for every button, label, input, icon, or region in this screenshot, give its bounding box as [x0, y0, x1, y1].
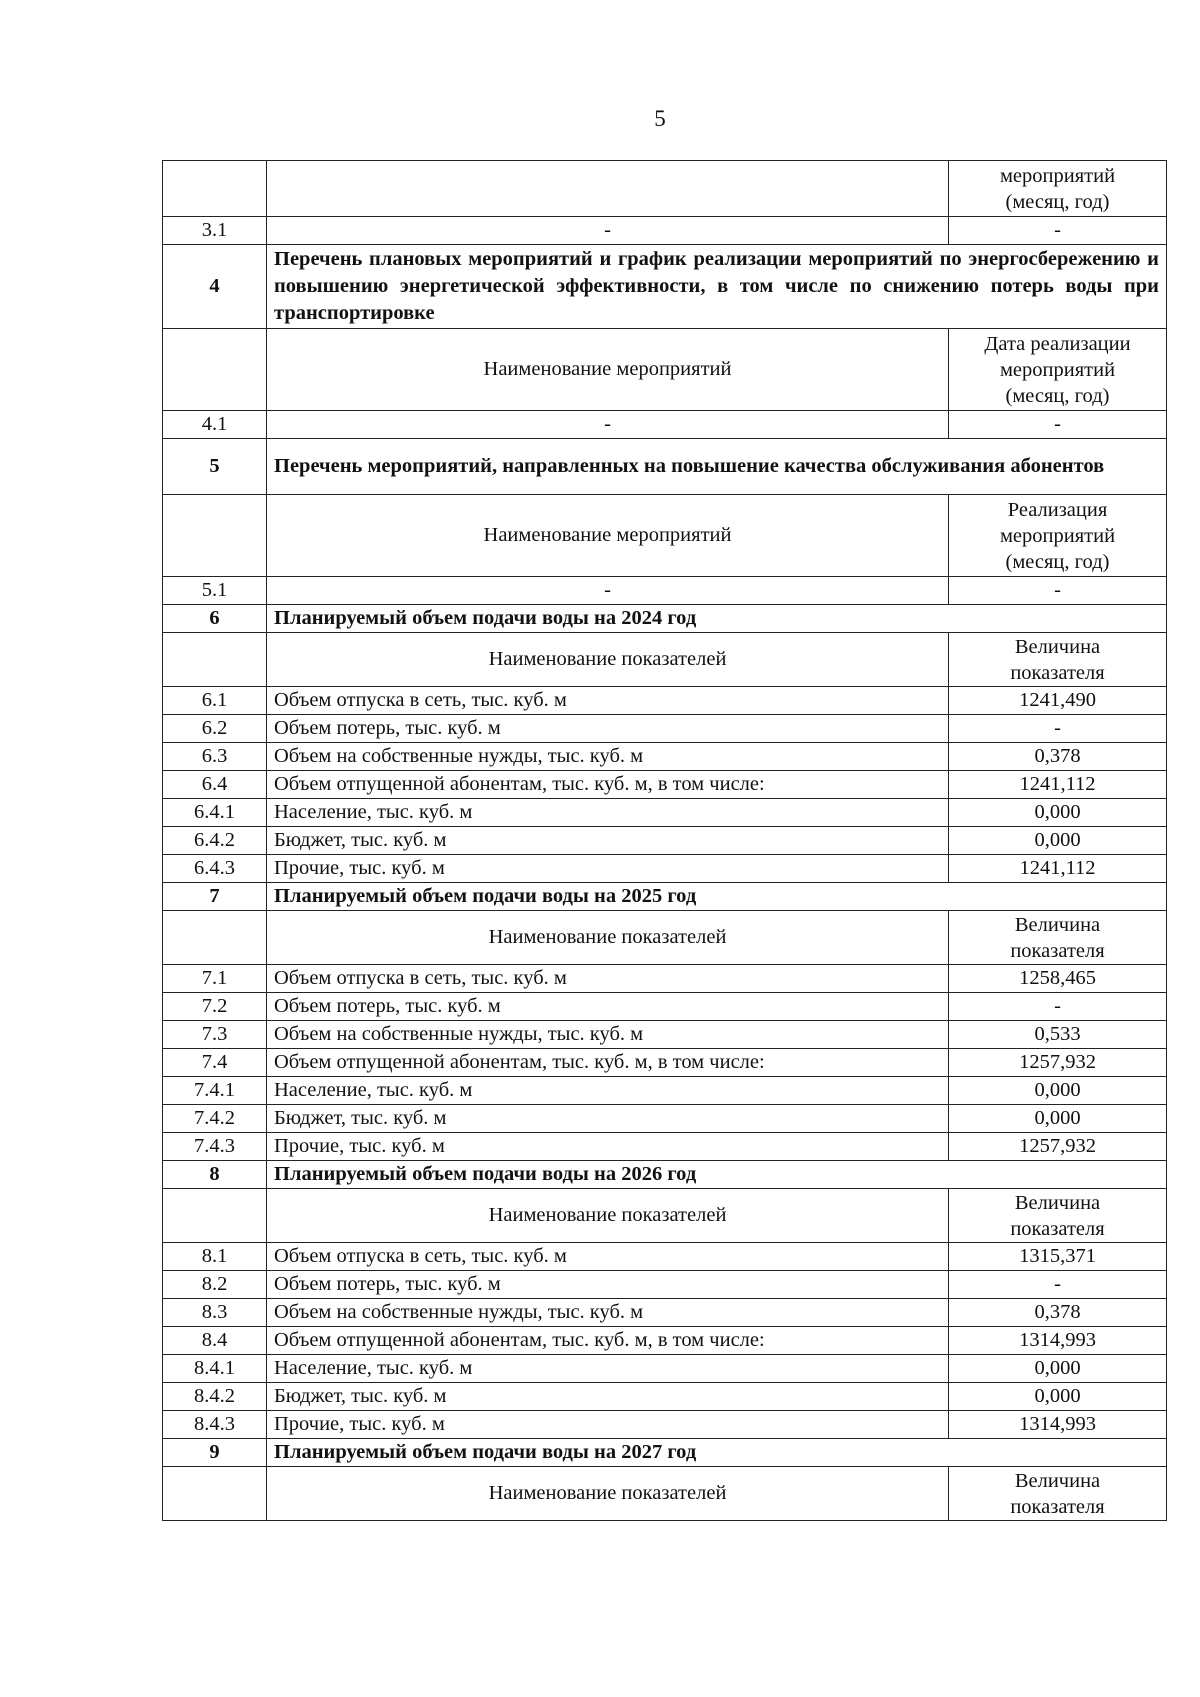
name-column-header: Наименование мероприятий: [267, 329, 949, 411]
row-number: 8.3: [163, 1299, 267, 1327]
indicator-name: Объем на собственные нужды, тыс. куб. м: [267, 743, 949, 771]
indicator-value: 1241,490: [949, 687, 1167, 715]
name-column-header: Наименование мероприятий: [267, 495, 949, 577]
section-title-row: [163, 605, 1167, 633]
indicator-name: Объем отпуска в сеть, тыс. куб. м: [267, 1243, 949, 1271]
table-row: [163, 827, 1167, 855]
table-row: [163, 687, 1167, 715]
empty-cell: [163, 1189, 267, 1243]
indicator-name: Население, тыс. куб. м: [267, 1077, 949, 1105]
row-number: 6.4.1: [163, 799, 267, 827]
indicator-name: Население, тыс. куб. м: [267, 1355, 949, 1383]
section-title-row: [163, 439, 1167, 495]
row-number: 7.2: [163, 993, 267, 1021]
row-number: 6.1: [163, 687, 267, 715]
table-row: [163, 1021, 1167, 1049]
table-row: [163, 1327, 1167, 1355]
table-row: [163, 715, 1167, 743]
event-name: -: [267, 577, 949, 605]
table-row: [163, 217, 1167, 245]
name-column-header: Наименование показателей: [267, 911, 949, 965]
section-title-row: [163, 1161, 1167, 1189]
table-row: [163, 411, 1167, 439]
empty-cell: [163, 633, 267, 687]
section-title: Планируемый объем подачи воды на 2025 год: [267, 883, 1167, 911]
row-number: 8.4.1: [163, 1355, 267, 1383]
column-header-row: [163, 1189, 1167, 1243]
indicator-value: 0,000: [949, 827, 1167, 855]
name-column-header: Наименование показателей: [267, 1467, 949, 1521]
event-date: -: [949, 577, 1167, 605]
indicator-name: Объем отпущенной абонентам, тыс. куб. м, в том числе:: [267, 1327, 949, 1355]
indicator-name: Бюджет, тыс. куб. м: [267, 827, 949, 855]
indicator-value: 1257,932: [949, 1049, 1167, 1077]
row-number: 7.1: [163, 965, 267, 993]
indicator-name: Объем потерь, тыс. куб. м: [267, 993, 949, 1021]
row-number: 7.3: [163, 1021, 267, 1049]
empty-cell: [163, 1467, 267, 1521]
indicator-value: 0,533: [949, 1021, 1167, 1049]
table-row: [163, 771, 1167, 799]
section-number: 5: [163, 439, 267, 495]
table-row: [163, 577, 1167, 605]
table-row: [163, 1049, 1167, 1077]
indicator-name: Объем на собственные нужды, тыс. куб. м: [267, 1021, 949, 1049]
indicator-value: 0,378: [949, 743, 1167, 771]
indicator-name: Объем отпуска в сеть, тыс. куб. м: [267, 965, 949, 993]
table-row: [163, 161, 1167, 217]
table-row: [163, 1105, 1167, 1133]
row-number: 6.2: [163, 715, 267, 743]
indicator-name: Бюджет, тыс. куб. м: [267, 1383, 949, 1411]
indicator-value: 0,000: [949, 1383, 1167, 1411]
empty-cell: [163, 161, 267, 217]
indicator-name: Объем потерь, тыс. куб. м: [267, 715, 949, 743]
table-row: [163, 1077, 1167, 1105]
table-row: [163, 1133, 1167, 1161]
indicator-name: Объем отпуска в сеть, тыс. куб. м: [267, 687, 949, 715]
table-row: [163, 1411, 1167, 1439]
indicator-name: Объем отпущенной абонентам, тыс. куб. м, в том числе:: [267, 1049, 949, 1077]
section-title: Планируемый объем подачи воды на 2027 год: [267, 1439, 1167, 1467]
row-number: 4.1: [163, 411, 267, 439]
section-number: 7: [163, 883, 267, 911]
row-number: 8.4: [163, 1327, 267, 1355]
date-column-header: мероприятий (месяц, год): [949, 161, 1167, 217]
empty-cell: [163, 329, 267, 411]
table-row: [163, 1271, 1167, 1299]
column-header-row: [163, 911, 1167, 965]
indicator-value: 1241,112: [949, 855, 1167, 883]
row-number: 3.1: [163, 217, 267, 245]
empty-cell: [267, 161, 949, 217]
indicator-value: 0,000: [949, 1077, 1167, 1105]
table-row: [163, 743, 1167, 771]
section-title: Перечень мероприятий, направленных на повышение качества обслуживания абонентов: [267, 439, 1167, 495]
name-column-header: Наименование показателей: [267, 1189, 949, 1243]
row-number: 5.1: [163, 577, 267, 605]
column-header-row: [163, 495, 1167, 577]
table-row: [163, 1243, 1167, 1271]
section-title-row: [163, 883, 1167, 911]
row-number: 8.1: [163, 1243, 267, 1271]
indicator-value: 1258,465: [949, 965, 1167, 993]
row-number: 6.4.3: [163, 855, 267, 883]
column-header-row: [163, 1467, 1167, 1521]
indicator-value: 0,000: [949, 1105, 1167, 1133]
row-number: 6.3: [163, 743, 267, 771]
row-number: 8.4.3: [163, 1411, 267, 1439]
column-header-row: [163, 633, 1167, 687]
column-header-row: [163, 329, 1167, 411]
row-number: 7.4.1: [163, 1077, 267, 1105]
indicator-value: 1257,932: [949, 1133, 1167, 1161]
indicator-value: 0,378: [949, 1299, 1167, 1327]
section-title: Планируемый объем подачи воды на 2024 год: [267, 605, 1167, 633]
indicator-value: 1241,112: [949, 771, 1167, 799]
indicator-value: 1314,993: [949, 1327, 1167, 1355]
indicator-value: 1314,993: [949, 1411, 1167, 1439]
row-number: 8.2: [163, 1271, 267, 1299]
indicator-value: -: [949, 1271, 1167, 1299]
name-column-header: Наименование показателей: [267, 633, 949, 687]
date-column-header: Дата реализации мероприятий (месяц, год): [949, 329, 1167, 411]
row-number: 6.4: [163, 771, 267, 799]
section-title: Планируемый объем подачи воды на 2026 год: [267, 1161, 1167, 1189]
plan-table: [162, 160, 1167, 1521]
value-column-header: Величина показателя: [949, 911, 1167, 965]
table-row: [163, 1299, 1167, 1327]
indicator-value: -: [949, 715, 1167, 743]
indicator-name: Прочие, тыс. куб. м: [267, 1133, 949, 1161]
page-number: 5: [654, 106, 666, 131]
indicator-name: Прочие, тыс. куб. м: [267, 855, 949, 883]
indicator-name: Бюджет, тыс. куб. м: [267, 1105, 949, 1133]
value-column-header: Величина показателя: [949, 1189, 1167, 1243]
table-row: [163, 993, 1167, 1021]
empty-cell: [163, 911, 267, 965]
row-number: 7.4: [163, 1049, 267, 1077]
event-date: -: [949, 411, 1167, 439]
event-name: -: [267, 217, 949, 245]
indicator-name: Объем отпущенной абонентам, тыс. куб. м, в том числе:: [267, 771, 949, 799]
table-row: [163, 1355, 1167, 1383]
indicator-value: 0,000: [949, 799, 1167, 827]
value-column-header: Величина показателя: [949, 1467, 1167, 1521]
section-title-row: [163, 1439, 1167, 1467]
section-title-row: [163, 245, 1167, 329]
event-name: -: [267, 411, 949, 439]
table-row: [163, 965, 1167, 993]
table-row: [163, 1383, 1167, 1411]
date-column-header: Реализация мероприятий (месяц, год): [949, 495, 1167, 577]
table-row: [163, 855, 1167, 883]
row-number: 7.4.3: [163, 1133, 267, 1161]
indicator-name: Объем на собственные нужды, тыс. куб. м: [267, 1299, 949, 1327]
row-number: 7.4.2: [163, 1105, 267, 1133]
row-number: 8.4.2: [163, 1383, 267, 1411]
indicator-name: Объем потерь, тыс. куб. м: [267, 1271, 949, 1299]
indicator-value: 1315,371: [949, 1243, 1167, 1271]
empty-cell: [163, 495, 267, 577]
section-number: 8: [163, 1161, 267, 1189]
indicator-value: -: [949, 993, 1167, 1021]
row-number: 6.4.2: [163, 827, 267, 855]
table-row: [163, 799, 1167, 827]
indicator-value: 0,000: [949, 1355, 1167, 1383]
section-number: 6: [163, 605, 267, 633]
indicator-name: Население, тыс. куб. м: [267, 799, 949, 827]
section-number: 9: [163, 1439, 267, 1467]
event-date: -: [949, 217, 1167, 245]
section-title: Перечень плановых мероприятий и график реализации мероприятий по энергосбережению и повышению энергетической эффективности, в том числе по снижению потерь воды при транспортировке: [267, 245, 1167, 329]
indicator-name: Прочие, тыс. куб. м: [267, 1411, 949, 1439]
section-number: 4: [163, 245, 267, 329]
value-column-header: Величина показателя: [949, 633, 1167, 687]
